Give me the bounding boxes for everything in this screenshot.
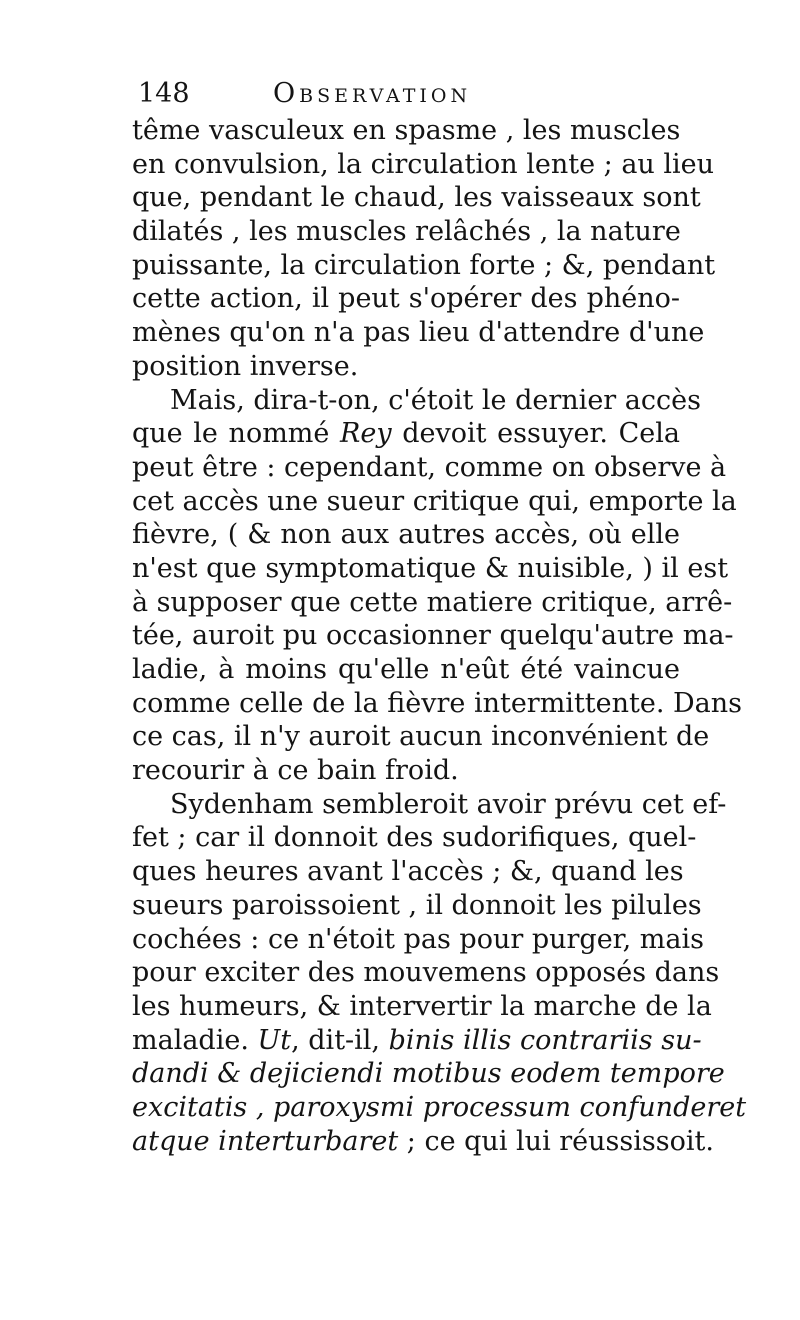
text-line: ques heures avant l'accès ; &, quand les xyxy=(132,856,684,888)
text-line: fièvre, ( & non aux autres accès, où elle xyxy=(132,519,680,551)
text-line: position inverse. xyxy=(132,350,359,382)
body-text xyxy=(132,114,747,1158)
page-number: 148 xyxy=(138,78,190,109)
latin-quote-line: excitatis , paroxysmi processum confunderet xyxy=(132,1091,747,1123)
text-line: Mais, dira-t-on, c'étoit le dernier accès xyxy=(170,384,701,416)
latin-quote-line: dandi & dejiciendi motibus eodem tempore xyxy=(132,1058,725,1090)
text-line: fet ; car il donnoit des sudorifiques, quel- xyxy=(132,822,697,854)
text-line: que, pendant le chaud, les vaisseaux sont xyxy=(132,182,701,214)
text-line: Sydenham sembleroit avoir prévu cet ef- xyxy=(170,788,727,820)
text-line: les humeurs, & intervertir la marche de la xyxy=(132,990,712,1022)
text-line: que le nommé Rey devoit essuyer. Cela xyxy=(132,418,680,450)
latin-quote: Ut xyxy=(257,1024,292,1056)
text-line: en convulsion, la circulation lente ; au lieu xyxy=(132,148,715,180)
text-line: n'est que symptomatique & nuisible, ) il est xyxy=(132,552,729,584)
text-line: tée, auroit pu occasionner quelqu'autre ma- xyxy=(132,620,734,652)
text-line: recourir à ce bain froid. xyxy=(132,755,459,787)
text-line: ladie, à moins qu'elle n'eût été vaincue xyxy=(132,654,680,685)
text-line: sueurs paroissoient , il donnoit les pilules xyxy=(132,889,702,921)
page-header xyxy=(138,78,678,118)
text-line: à supposer que cette matiere critique, arrê- xyxy=(132,586,733,618)
text-line: peut être : cependant, comme on observe à xyxy=(132,451,727,483)
text-line: dilatés , les muscles relâchés , la nature xyxy=(132,216,681,248)
text-line: mènes qu'on n'a pas lieu d'attendre d'une xyxy=(132,317,705,349)
text-line: cochées : ce n'étoit pas pour purger, mais xyxy=(132,923,704,955)
text-line: puissante, la circulation forte ; &, pendant xyxy=(132,249,716,281)
latin-quote: binis illis contrariis su- xyxy=(388,1024,702,1056)
text-line: ce cas, il n'y auroit aucun inconvénient de xyxy=(132,721,710,753)
text-line: cette action, il peut s'opérer des phéno- xyxy=(132,283,680,315)
italic-name: Rey xyxy=(340,418,392,450)
text-line: comme celle de la fièvre intermittente. Dans xyxy=(132,687,742,719)
text-line: tême vasculeux en spasme , les muscles xyxy=(132,115,681,146)
text-line: maladie. Ut, dit-il, binis illis contrariis su- xyxy=(132,1024,702,1056)
text-line: atque interturbaret ; ce qui lui réussissoit. xyxy=(132,1125,714,1157)
running-title: Observation xyxy=(273,78,472,109)
text-line: pour exciter des mouvemens opposés dans xyxy=(132,957,720,989)
latin-quote: atque interturbaret xyxy=(132,1125,399,1157)
text-line: cet accès une sueur critique qui, emporte la xyxy=(132,485,737,517)
